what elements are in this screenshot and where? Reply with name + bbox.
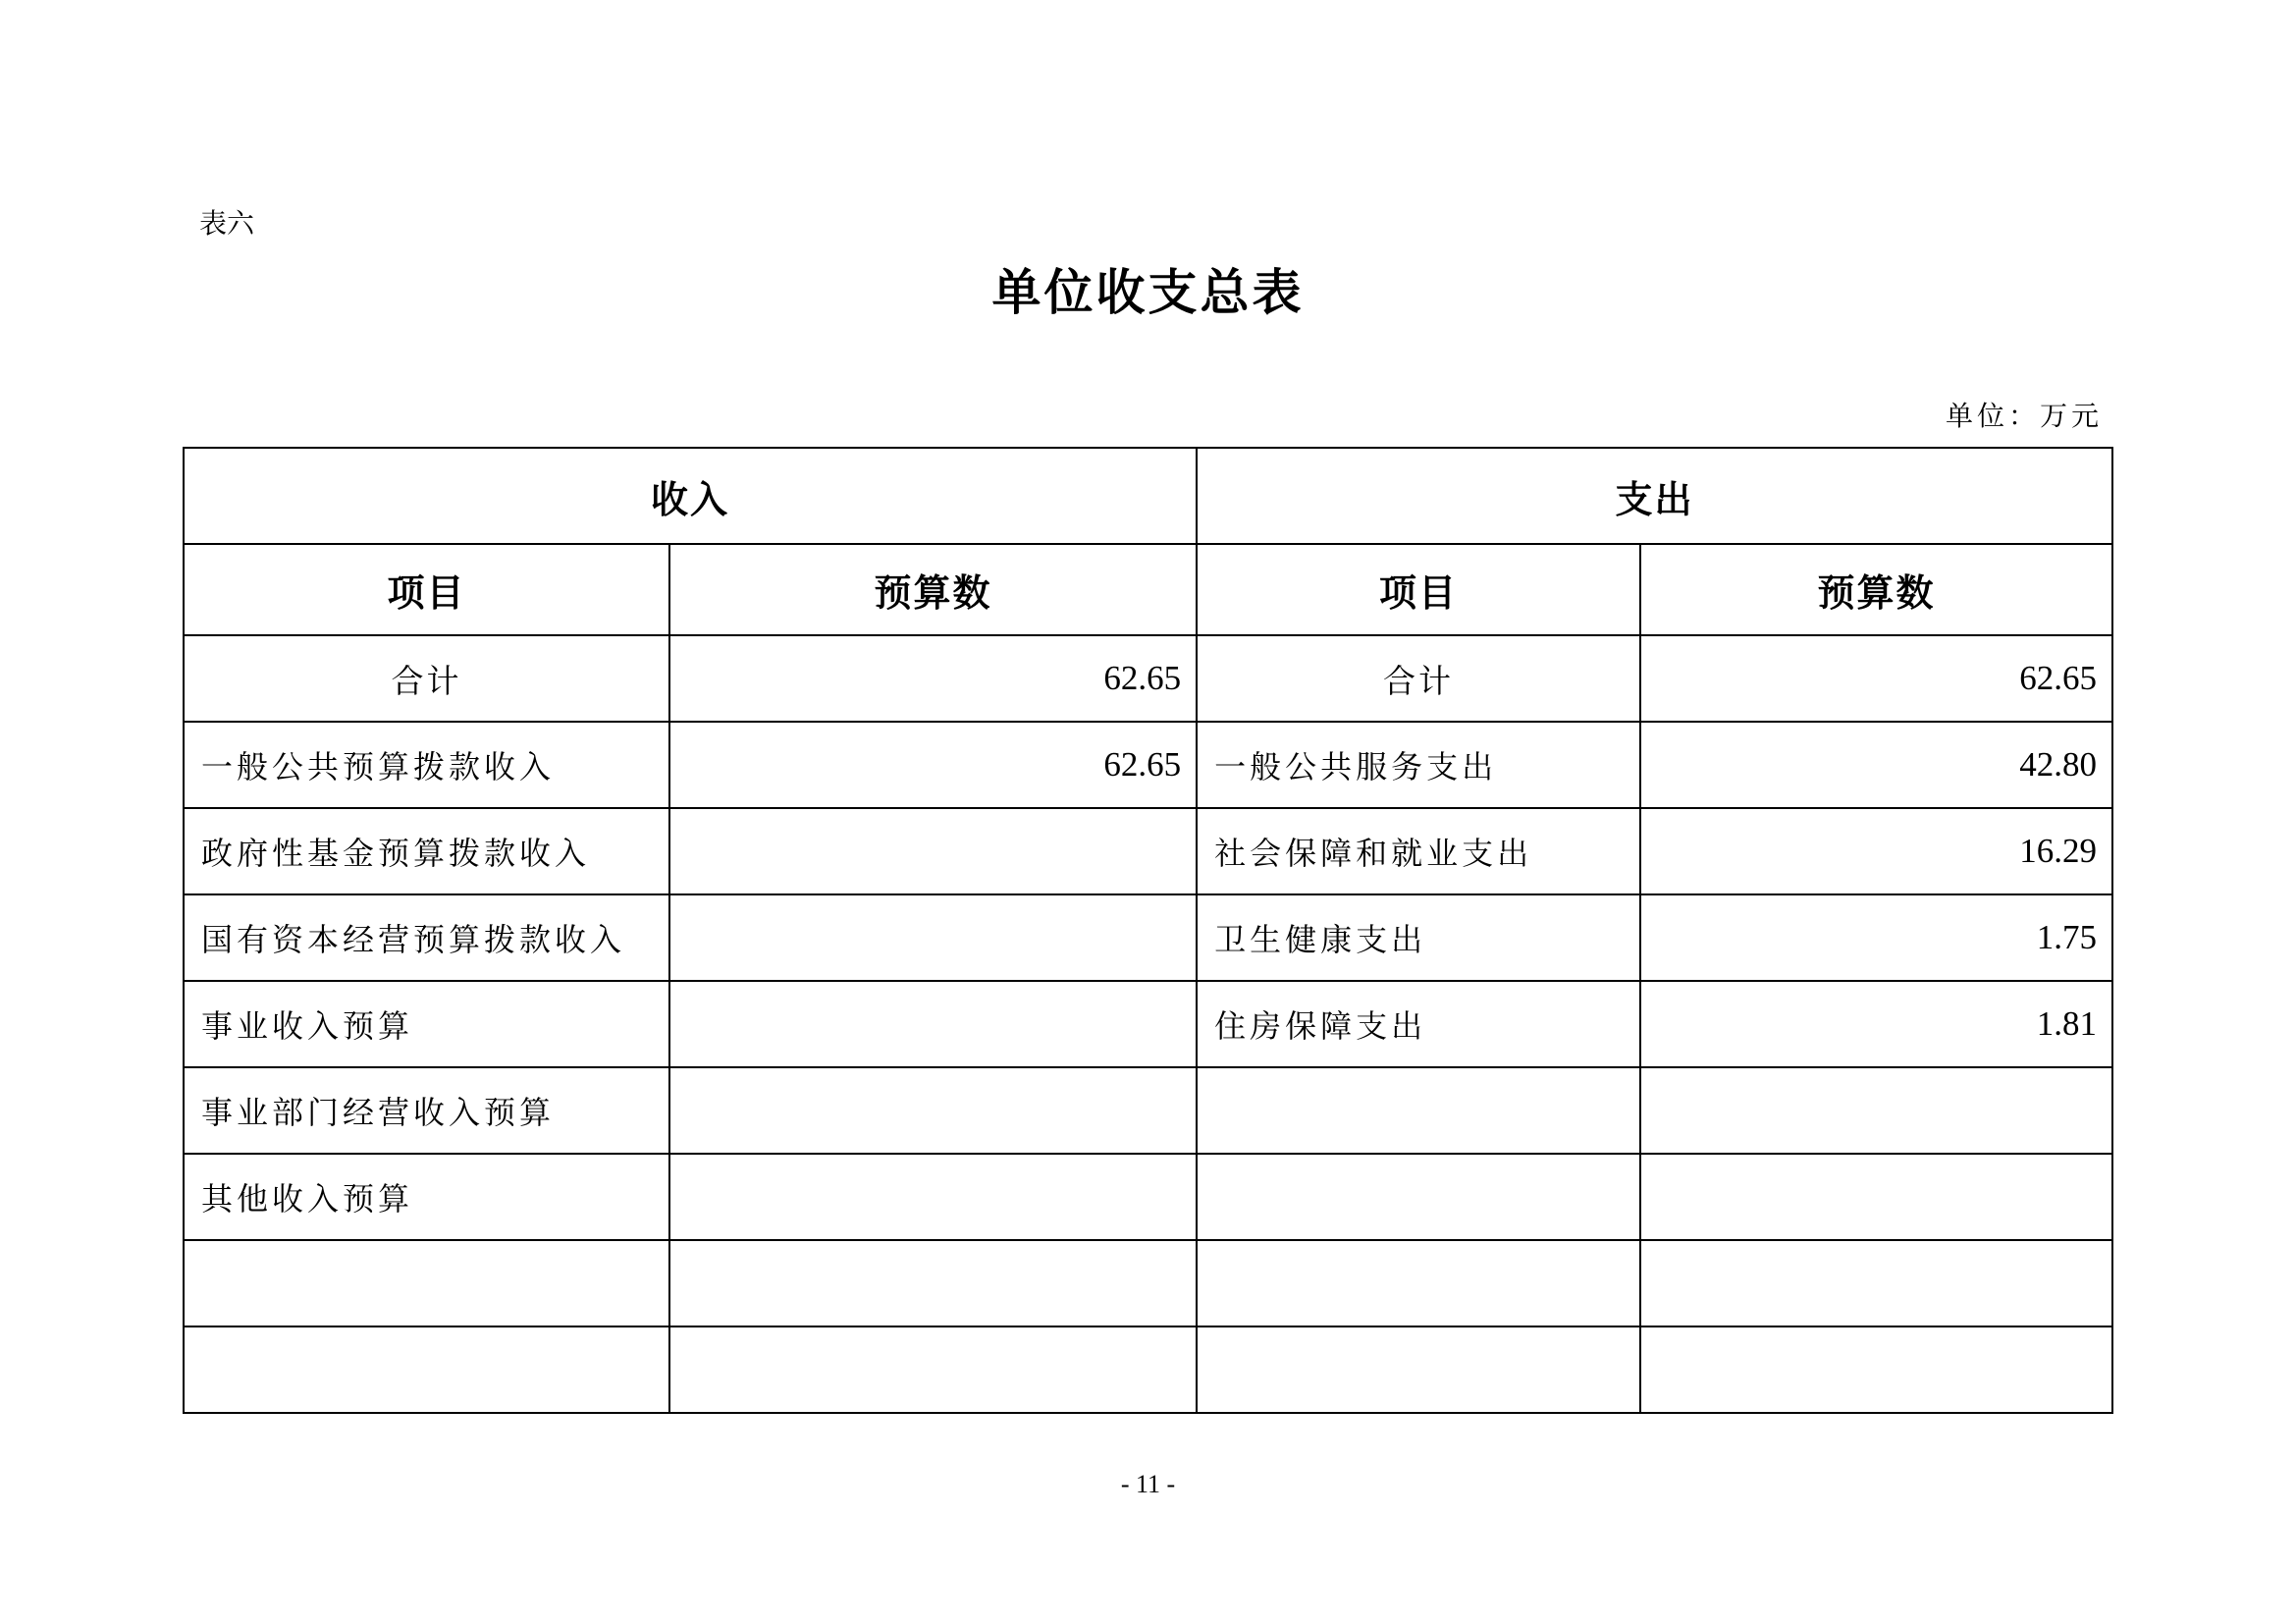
- page-number: - 11 -: [1120, 1470, 1176, 1498]
- income-value: [669, 1154, 1197, 1240]
- income-item-header: 项目: [184, 544, 669, 635]
- income-item: 事业部门经营收入预算: [184, 1067, 669, 1154]
- expenditure-value: [1640, 1326, 2112, 1413]
- income-value: [669, 894, 1197, 981]
- table-row: [184, 1154, 2112, 1240]
- income-item: 其他收入预算: [184, 1154, 669, 1240]
- expenditure-value: 16.29: [1640, 808, 2112, 894]
- unit-label: 单位：万元: [1945, 400, 2103, 432]
- expenditure-item: [1197, 1154, 1640, 1240]
- income-value: [669, 1240, 1197, 1326]
- expenditure-total-value: 62.65: [1640, 635, 2112, 722]
- table-row: [184, 722, 2112, 808]
- table-row: [184, 1240, 2112, 1326]
- expenditure-budget-header: 预算数: [1640, 544, 2112, 635]
- table-row: [184, 1067, 2112, 1154]
- group-header-row: [184, 448, 2112, 544]
- income-value: 62.65: [669, 722, 1197, 808]
- income-expenditure-table: [183, 447, 2113, 1414]
- expenditure-value: 42.80: [1640, 722, 2112, 808]
- income-total-label: 合计: [184, 635, 669, 722]
- expenditure-value: [1640, 1067, 2112, 1154]
- income-group-header: 收入: [184, 448, 1197, 544]
- income-budget-header: 预算数: [669, 544, 1197, 635]
- expenditure-value: 1.75: [1640, 894, 2112, 981]
- income-item: 政府性基金预算拨款收入: [184, 808, 669, 894]
- income-item: [184, 1240, 669, 1326]
- expenditure-item: 一般公共服务支出: [1197, 722, 1640, 808]
- expenditure-value: [1640, 1240, 2112, 1326]
- expenditure-item: 卫生健康支出: [1197, 894, 1640, 981]
- expenditure-total-label: 合计: [1197, 635, 1640, 722]
- income-item: 一般公共预算拨款收入: [184, 722, 669, 808]
- expenditure-value: [1640, 1154, 2112, 1240]
- income-value: [669, 981, 1197, 1067]
- expenditure-item: [1197, 1326, 1640, 1413]
- income-total-value: 62.65: [669, 635, 1197, 722]
- expenditure-item: 住房保障支出: [1197, 981, 1640, 1067]
- expenditure-value: 1.81: [1640, 981, 2112, 1067]
- income-value: [669, 1067, 1197, 1154]
- expenditure-item: [1197, 1067, 1640, 1154]
- expenditure-item-header: 项目: [1197, 544, 1640, 635]
- expenditure-item: [1197, 1240, 1640, 1326]
- income-value: [669, 808, 1197, 894]
- table-row: [184, 981, 2112, 1067]
- expenditure-group-header: 支出: [1197, 448, 2112, 544]
- expenditure-item: 社会保障和就业支出: [1197, 808, 1640, 894]
- page-title: 单位收支总表: [991, 264, 1305, 321]
- income-item: 国有资本经营预算拨款收入: [184, 894, 669, 981]
- table-row: [184, 808, 2112, 894]
- income-item: 事业收入预算: [184, 981, 669, 1067]
- total-row: [184, 635, 2112, 722]
- table-row: [184, 894, 2112, 981]
- column-header-row: [184, 544, 2112, 635]
- table-number-label: 表六: [199, 207, 255, 240]
- income-item: [184, 1326, 669, 1413]
- table-row: [184, 1326, 2112, 1413]
- income-value: [669, 1326, 1197, 1413]
